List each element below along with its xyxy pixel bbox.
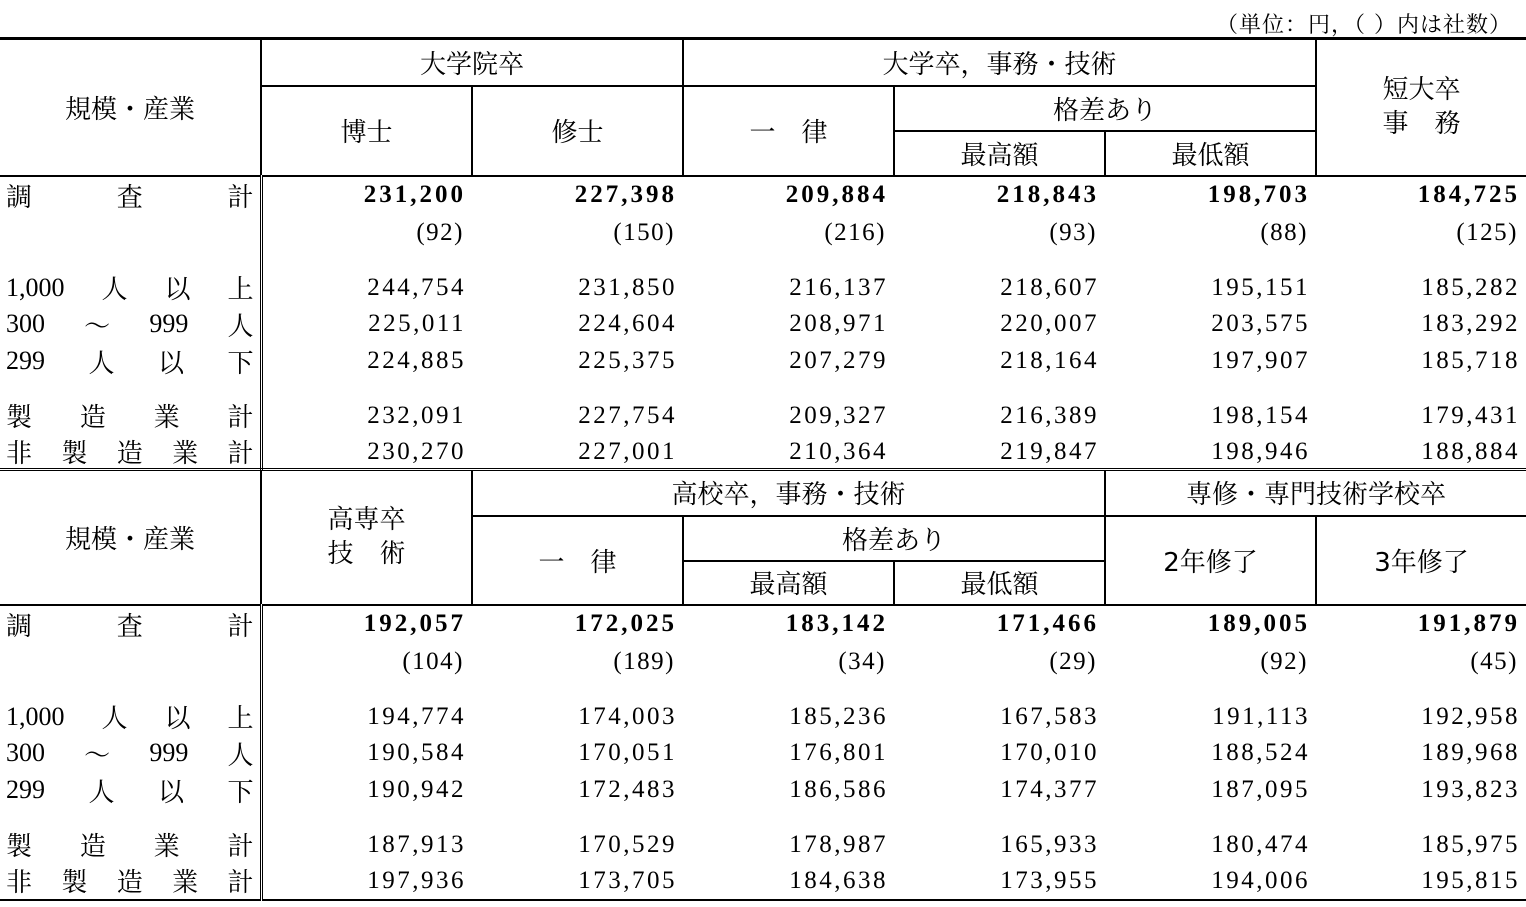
company-count-cell: (150) xyxy=(613,218,676,246)
company-count-cell: (45) xyxy=(1470,647,1519,675)
row-label-part: 1,000 xyxy=(6,272,65,302)
table-row xyxy=(0,380,1526,434)
row-label-part: 以 xyxy=(164,275,191,305)
value-cell: 197,936 xyxy=(367,866,466,894)
value-cell: 216,389 xyxy=(1000,401,1100,429)
company-count-cell: (88) xyxy=(1260,218,1309,246)
row-label-part: 人 xyxy=(101,704,128,734)
value-cell: 179,431 xyxy=(1421,401,1521,429)
value-cell: 183,292 xyxy=(1421,310,1521,337)
row-label-text xyxy=(6,772,254,808)
company-count-cell: (189) xyxy=(613,647,675,675)
row-label-part: ～ xyxy=(84,740,111,771)
header-technical-college-line1: 高専卒 xyxy=(327,505,406,536)
row-label xyxy=(0,252,261,306)
row-label-text xyxy=(6,343,254,379)
row-label-part: 査 xyxy=(116,611,143,642)
total-value-cell: 218,843 xyxy=(996,181,1100,208)
value-cell: 174,377 xyxy=(1000,776,1099,803)
row-label-part: 人 xyxy=(88,348,115,379)
total-value-cell: 171,466 xyxy=(996,610,1099,637)
value-cell: 227,754 xyxy=(578,401,678,429)
row-label xyxy=(0,735,261,772)
company-count-cell: (104) xyxy=(402,647,464,675)
table-row xyxy=(0,252,1526,306)
header-junior-college-line1: 短大卒 xyxy=(1382,75,1461,106)
row-label-part: 造 xyxy=(79,403,106,433)
header-two-year: 2年修了 xyxy=(1105,516,1316,605)
company-count-cell: (29) xyxy=(1049,647,1097,675)
company-count-cell: (125) xyxy=(1456,218,1519,246)
row-label xyxy=(0,434,261,471)
row-label xyxy=(0,809,261,863)
value-cell: 184,638 xyxy=(789,866,888,894)
company-count-cell: (92) xyxy=(1260,647,1308,675)
row-label-part: 上 xyxy=(227,704,254,734)
row-label-part: 造 xyxy=(116,439,143,470)
value-cell: 197,907 xyxy=(1211,347,1311,374)
row-label-part: 計 xyxy=(227,403,254,433)
row-label-text xyxy=(6,827,254,863)
total-value-cell: 192,057 xyxy=(363,610,466,637)
value-cell: 187,095 xyxy=(1211,776,1310,803)
row-label-part: 299 xyxy=(6,346,45,375)
value-cell: 190,584 xyxy=(367,739,466,766)
table-row xyxy=(0,306,1526,343)
row-label-part: 以 xyxy=(157,348,184,379)
row-label-part: 1,000 xyxy=(6,701,65,731)
row-label-part: 査 xyxy=(116,182,143,213)
value-cell: 176,801 xyxy=(789,739,888,766)
value-cell: 209,327 xyxy=(789,401,889,429)
value-cell: 230,270 xyxy=(367,437,466,465)
company-count-row xyxy=(0,643,1526,681)
value-cell: 208,971 xyxy=(789,310,889,337)
value-cell: 165,933 xyxy=(1000,830,1099,858)
company-count-cell: (34) xyxy=(838,647,886,675)
header-lowest: 最低額 xyxy=(894,561,1105,605)
table-row xyxy=(0,735,1526,772)
value-cell: 188,524 xyxy=(1211,739,1310,766)
top-salary-table xyxy=(0,37,1526,471)
value-cell: 232,091 xyxy=(367,401,466,429)
value-cell: 194,774 xyxy=(367,702,466,730)
row-label-text xyxy=(6,306,254,342)
value-cell: 185,236 xyxy=(789,702,888,730)
value-cell: 174,003 xyxy=(578,702,677,730)
value-cell: 170,529 xyxy=(578,830,677,858)
value-cell: 194,006 xyxy=(1211,866,1310,894)
total-value-cell: 184,725 xyxy=(1417,181,1521,208)
value-cell: 220,007 xyxy=(1000,310,1100,337)
header-lowest: 最低額 xyxy=(1105,131,1316,176)
total-value-cell: 209,884 xyxy=(785,181,889,208)
table-row xyxy=(0,434,1526,471)
row-label-part: 人 xyxy=(101,275,128,305)
value-cell: 186,586 xyxy=(789,776,888,803)
row-label-part: 300 xyxy=(6,309,45,338)
total-value-cell: 172,025 xyxy=(574,610,677,637)
value-cell: 172,483 xyxy=(578,776,677,803)
row-label-part: 人 xyxy=(88,777,115,808)
row-label-part: 計 xyxy=(227,868,254,898)
value-cell: 218,607 xyxy=(1000,273,1100,301)
header-junior-college-line2: 事 務 xyxy=(1382,109,1461,140)
company-count-cell: (93) xyxy=(1049,218,1098,246)
header-graduate-school: 大学院卒 xyxy=(261,39,683,86)
header-technical-college xyxy=(261,470,472,605)
value-cell: 195,151 xyxy=(1211,273,1311,301)
row-label-part: 非 xyxy=(6,439,33,470)
row-label-part: 以 xyxy=(157,777,184,808)
value-cell: 203,575 xyxy=(1211,310,1311,337)
value-cell: 190,942 xyxy=(367,776,466,803)
row-label-text xyxy=(6,434,254,470)
header-university-clerical-technical: 大学卒，事務・技術 xyxy=(683,39,1316,86)
table-row xyxy=(0,772,1526,809)
row-label-text xyxy=(6,398,254,434)
table-row xyxy=(0,863,1526,900)
value-cell: 185,282 xyxy=(1421,273,1521,301)
value-cell: 180,474 xyxy=(1211,830,1310,858)
header-scale-industry: 規模・産業 xyxy=(0,470,261,605)
value-cell: 189,968 xyxy=(1421,739,1521,766)
row-label-part: 業 xyxy=(172,868,199,898)
value-cell: 219,847 xyxy=(1000,437,1100,465)
top-table-body xyxy=(0,176,1526,471)
row-label-part: 調 xyxy=(6,182,33,213)
unit-note: （単位：円，（ ）内は社数） xyxy=(1216,13,1512,38)
row-label-part: 非 xyxy=(6,868,33,898)
table-row xyxy=(0,809,1526,863)
table-row xyxy=(0,681,1526,735)
total-value-cell: 227,398 xyxy=(574,181,678,208)
value-cell: 216,137 xyxy=(789,273,889,301)
row-label-part: 下 xyxy=(227,777,254,808)
row-label-part: 業 xyxy=(153,832,180,862)
header-differential: 格差あり xyxy=(894,86,1316,131)
row-label-part: 人 xyxy=(227,311,254,342)
header-differential: 格差あり xyxy=(683,516,1105,561)
value-cell: 225,375 xyxy=(578,347,678,374)
value-cell: 218,164 xyxy=(1000,347,1100,374)
value-cell: 185,975 xyxy=(1421,830,1521,858)
row-label-part: 造 xyxy=(79,832,106,862)
row-label-part: 計 xyxy=(227,832,254,862)
row-label xyxy=(0,605,261,643)
total-row xyxy=(0,605,1526,643)
header-master: 修士 xyxy=(472,86,683,176)
row-label-part: 下 xyxy=(227,348,254,379)
header-doctor: 博士 xyxy=(261,86,472,176)
bottom-salary-table xyxy=(0,468,1526,901)
value-cell: 224,885 xyxy=(367,347,466,374)
value-cell: 178,987 xyxy=(789,830,888,858)
value-cell: 185,718 xyxy=(1421,347,1521,374)
header-uniform: 一 律 xyxy=(683,86,894,176)
value-cell: 225,011 xyxy=(368,310,466,337)
row-label-text xyxy=(6,606,254,642)
header-high-school-clerical-technical: 高校卒，事務・技術 xyxy=(472,470,1105,516)
header-scale-industry: 規模・産業 xyxy=(0,39,261,176)
value-cell: 227,001 xyxy=(578,437,678,465)
row-label-part: 製 xyxy=(6,832,33,862)
value-cell: 224,604 xyxy=(578,310,678,337)
row-label-part: 製 xyxy=(61,439,88,470)
row-label-empty xyxy=(0,214,261,252)
value-cell: 192,958 xyxy=(1421,702,1521,730)
row-label-part: 999 xyxy=(149,309,189,338)
row-label-part: 製 xyxy=(6,403,33,433)
table-row xyxy=(0,343,1526,380)
row-label-part: 計 xyxy=(227,439,254,470)
total-value-cell: 183,142 xyxy=(785,610,888,637)
total-value-cell: 231,200 xyxy=(363,181,466,208)
value-cell: 195,815 xyxy=(1421,866,1521,894)
bottom-table-body xyxy=(0,605,1526,900)
value-cell: 207,279 xyxy=(789,347,889,374)
row-label xyxy=(0,863,261,900)
row-label xyxy=(0,343,261,380)
total-value-cell: 198,703 xyxy=(1207,181,1311,208)
row-label-text xyxy=(6,735,254,771)
row-label-part: 業 xyxy=(153,403,180,433)
value-cell: 188,884 xyxy=(1421,437,1521,465)
value-cell: 167,583 xyxy=(1000,702,1099,730)
header-technical-college-line2: 技 術 xyxy=(327,539,406,570)
row-label-part: 上 xyxy=(227,275,254,305)
row-label-text xyxy=(6,699,254,735)
value-cell: 198,946 xyxy=(1211,437,1311,465)
row-label-part: 業 xyxy=(172,439,199,470)
header-vocational-school: 専修・専門技術学校卒 xyxy=(1105,470,1526,516)
row-label-part: 人 xyxy=(227,740,254,771)
value-cell: 193,823 xyxy=(1421,776,1521,803)
total-row xyxy=(0,176,1526,214)
row-label-text xyxy=(6,177,254,213)
header-junior-college-clerical xyxy=(1316,39,1526,176)
row-label-part: 300 xyxy=(6,738,45,767)
company-count-cell: (92) xyxy=(416,218,464,246)
row-label xyxy=(0,306,261,343)
row-label xyxy=(0,380,261,434)
value-cell: 170,010 xyxy=(1000,739,1099,766)
row-label xyxy=(0,176,261,214)
row-label-part: ～ xyxy=(84,311,111,342)
value-cell: 170,051 xyxy=(578,739,677,766)
row-label xyxy=(0,772,261,809)
total-value-cell: 191,879 xyxy=(1417,610,1521,637)
row-label-part: 計 xyxy=(227,182,254,213)
header-three-year: 3年修了 xyxy=(1316,516,1526,605)
row-label-text xyxy=(6,270,254,306)
row-label-part: 299 xyxy=(6,775,45,804)
value-cell: 198,154 xyxy=(1211,401,1311,429)
row-label-empty xyxy=(0,643,261,681)
value-cell: 231,850 xyxy=(578,273,678,301)
row-label-text xyxy=(6,863,254,899)
header-uniform: 一 律 xyxy=(472,516,683,605)
value-cell: 173,705 xyxy=(578,866,677,894)
value-cell: 191,113 xyxy=(1212,702,1310,730)
value-cell: 173,955 xyxy=(1000,866,1099,894)
row-label-part: 製 xyxy=(61,868,88,898)
row-label-part: 999 xyxy=(149,738,189,767)
company-count-cell: (216) xyxy=(824,218,887,246)
row-label-part: 計 xyxy=(227,611,254,642)
header-highest: 最高額 xyxy=(894,131,1105,176)
row-label xyxy=(0,681,261,735)
value-cell: 244,754 xyxy=(367,273,466,301)
company-count-row xyxy=(0,214,1526,252)
header-highest: 最高額 xyxy=(683,561,894,605)
row-label-part: 造 xyxy=(116,868,143,898)
total-value-cell: 189,005 xyxy=(1207,610,1310,637)
value-cell: 210,364 xyxy=(789,437,889,465)
row-label-part: 以 xyxy=(164,704,191,734)
value-cell: 187,913 xyxy=(367,830,466,858)
row-label-part: 調 xyxy=(6,611,33,642)
